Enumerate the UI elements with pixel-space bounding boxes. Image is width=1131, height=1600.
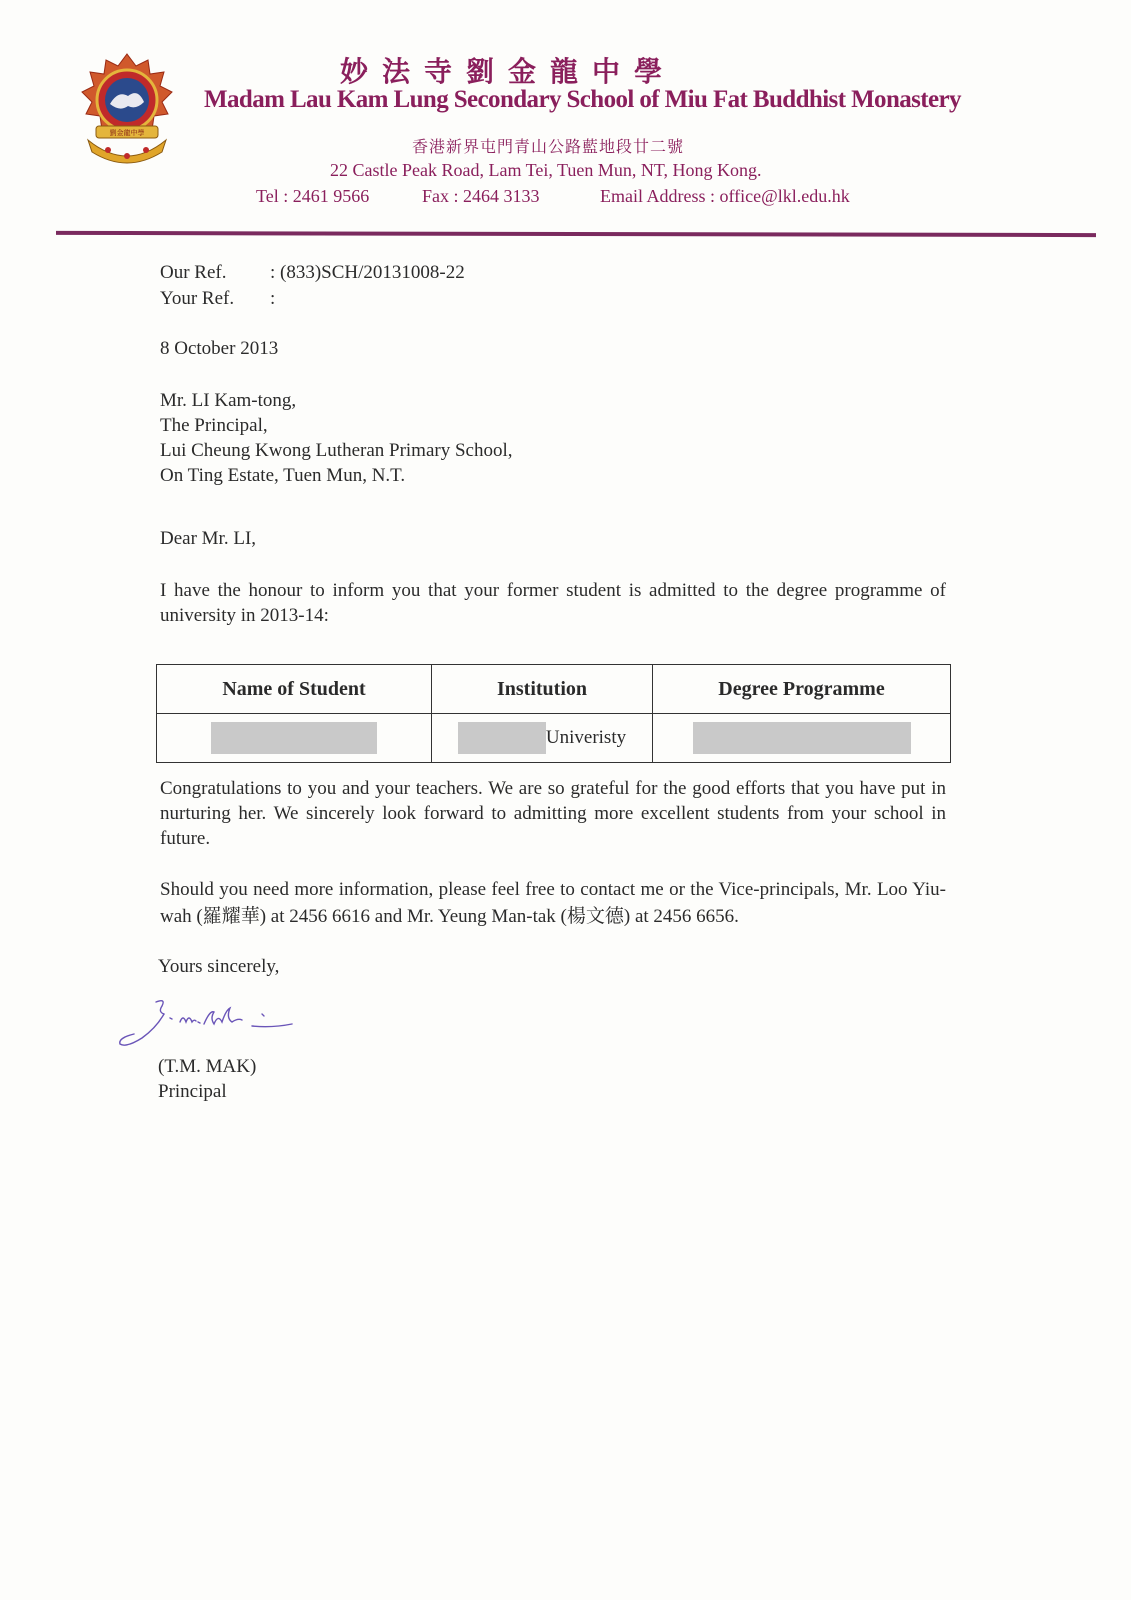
closing: Yours sincerely, (158, 956, 280, 977)
school-crest-logo (78, 52, 176, 170)
our-ref-label: Our Ref. (160, 262, 227, 283)
signer-title: Principal (158, 1081, 227, 1102)
recipient-address: On Ting Estate, Tuen Mun, N.T. (160, 465, 406, 486)
paragraph-intro: I have the honour to inform you that your former student is admitted to the degree programme of university in 2013-14: (160, 580, 946, 626)
header-degree-programme: Degree Programme (653, 665, 951, 714)
paragraph-contact: Should you need more information, please feel free to contact me or the Vice-principals, Mr. Loo Yiu-wah (羅耀華) at 2456 6616 and Mr. Yeung Man-tak (楊文德) at 2456 6656. (160, 879, 946, 927)
institution-cell (432, 714, 653, 763)
redacted-institution-name (458, 722, 546, 754)
address-chinese: 香港新界屯門青山公路藍地段廿二號 (412, 137, 685, 156)
crest-lettering: 劉金龍中學 (109, 129, 145, 137)
degree-programme-cell (653, 714, 951, 763)
school-name-english: Madam Lau Kam Lung Secondary School of Miu Fat Buddhist Monastery (204, 86, 961, 113)
redacted-student-name (211, 722, 377, 754)
your-ref-value: : (270, 288, 276, 309)
paragraph-congratulations: Congratulations to you and your teachers. We are so grateful for the good efforts that you have put in nurturing her. We sincerely look forward to admitting more excellent students from your school in future. (160, 778, 946, 849)
signer-name: (T.M. MAK) (158, 1056, 257, 1077)
header-name-of-student: Name of Student (157, 665, 432, 714)
fax: Fax : 2464 3133 (422, 186, 540, 206)
student-name-cell (157, 714, 432, 763)
institution-suffix: Univeristy (545, 727, 627, 748)
redacted-degree-programme (693, 722, 911, 754)
your-ref-label: Your Ref. (160, 288, 235, 309)
email-address: Email Address : office@lkl.edu.hk (600, 186, 850, 206)
salutation: Dear Mr. LI, (160, 528, 257, 549)
header-institution: Institution (432, 665, 653, 714)
recipient-title: The Principal, (160, 415, 268, 436)
school-name-chinese: 妙法寺劉金龍中學 (340, 55, 677, 88)
handwritten-signature (112, 996, 302, 1056)
recipient-school: Lui Cheung Kwong Lutheran Primary School, (160, 440, 513, 461)
telephone: Tel : 2461 9566 (256, 186, 370, 206)
our-ref-value: : (833)SCH/20131008-22 (270, 262, 465, 283)
table-row (157, 714, 951, 763)
address-english: 22 Castle Peak Road, Lam Tei, Tuen Mun, NT, Hong Kong. (330, 160, 762, 180)
admission-table (156, 664, 951, 763)
letterhead-divider (56, 231, 1096, 237)
letter-date: 8 October 2013 (160, 338, 279, 359)
recipient-name: Mr. LI Kam-tong, (160, 390, 297, 411)
